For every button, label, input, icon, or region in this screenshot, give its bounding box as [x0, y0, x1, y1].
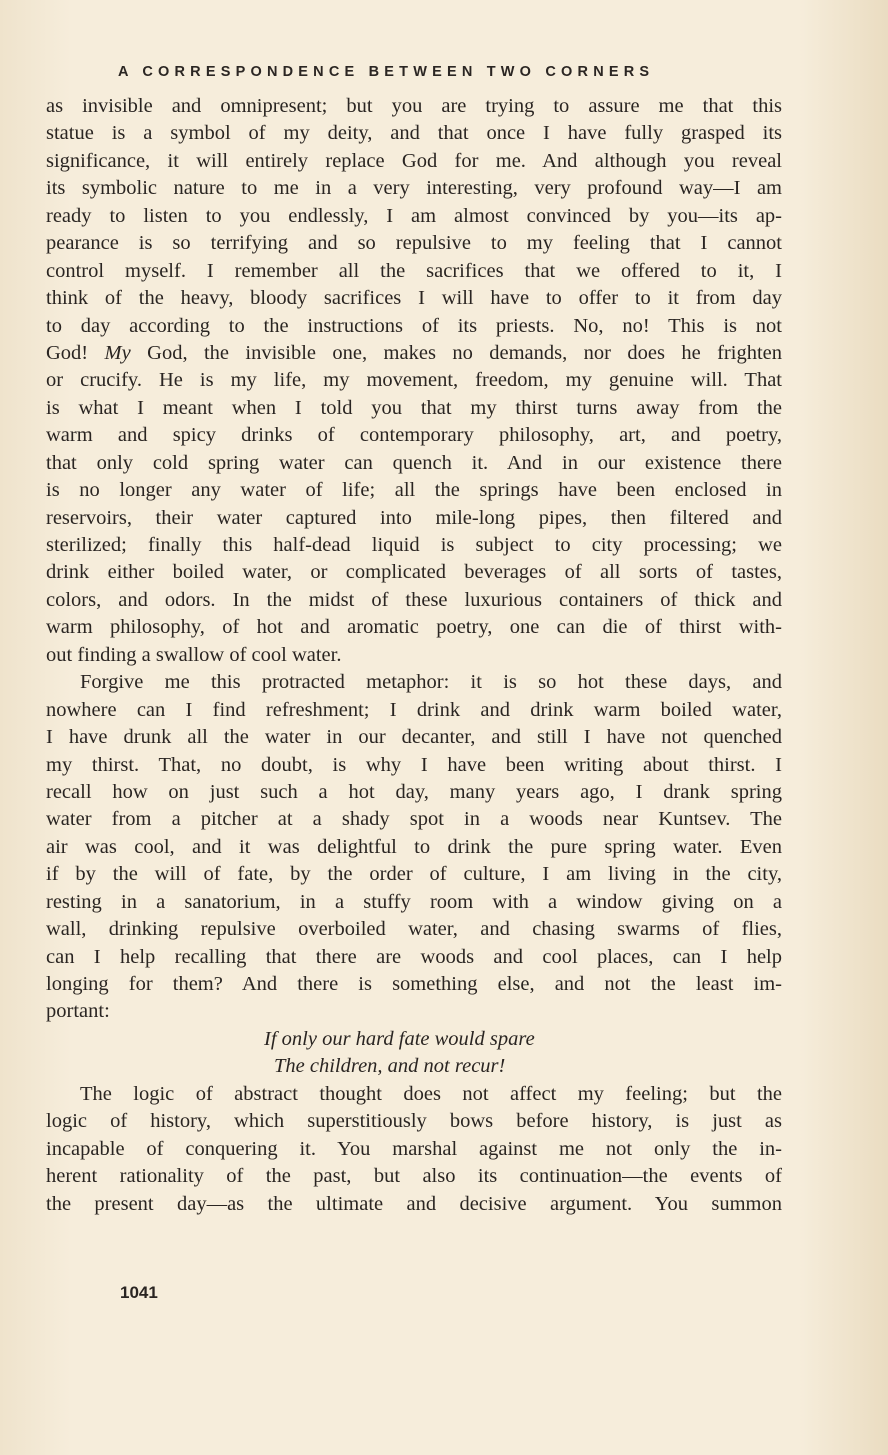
text-line: is what I meant when I told you that my thirst turns away from the	[46, 396, 782, 419]
paragraph	[46, 93, 782, 669]
verse-line: The children, and not recur!	[274, 1055, 506, 1078]
text-line: longing for them? And there is something else, and not the least im-	[46, 973, 782, 995]
text-line: I have drunk all the water in our decanter, and still I have not quenched	[46, 726, 782, 749]
text-line: God! My God, the invisible one, makes no demands, nor does he frighten	[46, 341, 782, 364]
text-line: as invisible and omnipresent; but you are trying to assure me that this	[46, 95, 782, 117]
text-line: warm philosophy, of hot and aromatic poetry, one can die of thirst with-	[46, 616, 782, 639]
running-header: A CORRESPONDENCE BETWEEN TWO CORNERS	[118, 64, 655, 80]
text-line: Forgive me this protracted metaphor: it is so hot these days, and	[80, 671, 782, 694]
page-number: 1041	[120, 1283, 158, 1302]
text-line: nowhere can I find refreshment; I drink and drink warm boiled water,	[46, 698, 782, 721]
text-line: to day according to the instructions of its priests. No, no! This is not	[46, 314, 782, 337]
paragraph	[46, 1081, 782, 1218]
text-line: logic of history, which superstitiously bows before history, is just as	[46, 1110, 782, 1133]
text-line: air was cool, and it was delightful to drink the pure spring water. Even	[46, 835, 782, 858]
text-line: resting in a sanatorium, in a stuffy room with a window giving on a	[46, 890, 782, 913]
paragraph	[46, 669, 782, 1026]
text-line: drink either boiled water, or complicated beverages of all sorts of tastes,	[46, 561, 782, 584]
text-line: can I help recalling that there are woods and cool places, can I help	[46, 945, 782, 968]
text-line: is no longer any water of life; all the springs have been enclosed in	[46, 479, 782, 502]
body-text	[46, 93, 782, 1218]
text-line: warm and spicy drinks of contemporary philosophy, art, and poetry,	[46, 424, 782, 447]
text-line: think of the heavy, bloody sacrifices I will have to offer to it from day	[46, 287, 782, 310]
text-line: reservoirs, their water captured into mile-long pipes, then filtered and	[46, 506, 782, 529]
verse-line: If only our hard fate would spare	[264, 1027, 535, 1050]
text-line: pearance is so terrifying and so repulsive to my feeling that I cannot	[46, 232, 782, 255]
text-line: wall, drinking repulsive overboiled water, and chasing swarms of flies,	[46, 918, 782, 941]
text-line: or crucify. He is my life, my movement, freedom, my genuine will. That	[46, 369, 782, 392]
text-line: statue is a symbol of my deity, and that once I have fully grasped its	[46, 122, 782, 145]
text-line: significance, it will entirely replace God for me. And although you reveal	[46, 149, 782, 172]
text-line: that only cold spring water can quench it. And in our existence there	[46, 451, 782, 474]
text-line: my thirst. That, no doubt, is why I have been writing about thirst. I	[46, 753, 782, 776]
text-line: water from a pitcher at a shady spot in a woods near Kuntsev. The	[46, 808, 782, 831]
text-line: sterilized; finally this half-dead liquid is subject to city processing; we	[46, 534, 782, 556]
text-line: incapable of conquering it. You marshal against me not only the in-	[46, 1137, 782, 1160]
text-line: its symbolic nature to me in a very interesting, very profound way—I am	[46, 177, 782, 200]
text-line: ready to listen to you endlessly, I am almost convinced by you—its ap-	[46, 204, 782, 227]
text-line: the present day—as the ultimate and decisive argument. You summon	[46, 1192, 782, 1215]
text-line: control myself. I remember all the sacrifices that we offered to it, I	[46, 259, 782, 282]
text-line: The logic of abstract thought does not affect my feeling; but the	[80, 1082, 782, 1105]
text-line: if by the will of fate, by the order of culture, I am living in the city,	[46, 863, 782, 886]
text-line: portant:	[46, 1000, 110, 1023]
verse-quote	[46, 1026, 782, 1081]
text-line: herent rationality of the past, but also its continuation—the events of	[46, 1165, 782, 1188]
text-line: colors, and odors. In the midst of these luxurious containers of thick and	[46, 588, 782, 611]
text-line: recall how on just such a hot day, many years ago, I drank spring	[46, 780, 782, 803]
text-line: out finding a swallow of cool water.	[46, 643, 342, 666]
